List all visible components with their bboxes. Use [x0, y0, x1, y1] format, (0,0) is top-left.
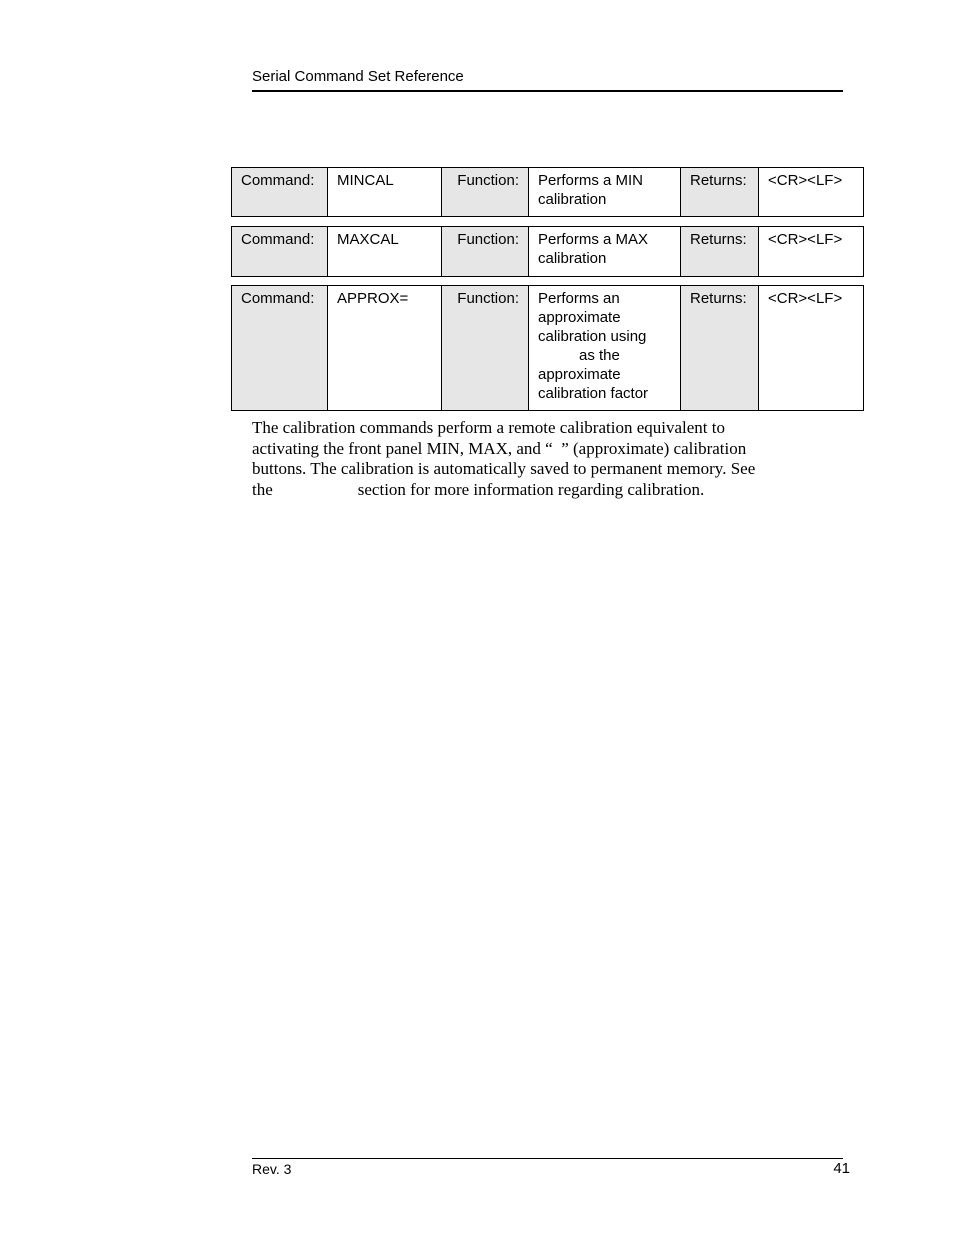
function-line: approximate	[538, 366, 621, 383]
footer-rule	[252, 1158, 843, 1159]
function-line: calibration	[538, 191, 607, 208]
command-table-maxcal	[231, 226, 864, 277]
command-table-mincal	[231, 167, 864, 217]
body-line: the section for more information regarding calibration.	[252, 479, 705, 499]
command-name: APPROX=	[328, 286, 442, 411]
function-line: Performs an	[538, 290, 620, 307]
returns-value: <CR><LF>	[759, 286, 864, 411]
returns-label: Returns:	[681, 286, 759, 411]
body-line: The calibration commands perform a remote calibration equivalent to	[252, 418, 725, 437]
header-rule	[252, 90, 843, 92]
command-name: MAXCAL	[328, 227, 442, 277]
body-line: buttons. The calibration is automatically saved to permanent memory. See	[252, 459, 756, 478]
function-description	[529, 286, 681, 411]
command-name: MINCAL	[328, 168, 442, 217]
command-label: Command:	[232, 286, 328, 411]
function-line: calibration using	[538, 328, 647, 345]
body-line: activating the front panel MIN, MAX, and “ ” (approximate) calibration	[252, 438, 747, 458]
command-row	[232, 168, 864, 217]
function-label: Function:	[442, 286, 529, 411]
returns-label: Returns:	[681, 227, 759, 277]
page-number: 41	[833, 1160, 850, 1177]
returns-value: <CR><LF>	[759, 227, 864, 277]
function-line: Performs a MIN	[538, 172, 644, 189]
function-line: Performs a MAX	[538, 231, 649, 248]
footer-revision: Rev. 3	[252, 1161, 292, 1177]
command-row	[232, 286, 864, 411]
function-label: Function:	[442, 168, 529, 217]
function-label: Function:	[442, 227, 529, 277]
function-line: calibration	[538, 250, 607, 267]
running-header: Serial Command Set Reference	[252, 68, 464, 85]
returns-value: <CR><LF>	[759, 168, 864, 217]
command-row	[232, 227, 864, 277]
returns-label: Returns:	[681, 168, 759, 217]
function-description	[529, 227, 681, 277]
body-paragraph	[252, 418, 852, 500]
function-line: calibration factor	[538, 385, 649, 402]
function-line: as the	[579, 347, 620, 364]
command-label: Command:	[232, 227, 328, 277]
command-label: Command:	[232, 168, 328, 217]
function-line: approximate	[538, 309, 621, 326]
function-description	[529, 168, 681, 217]
command-table-approx	[231, 285, 864, 411]
